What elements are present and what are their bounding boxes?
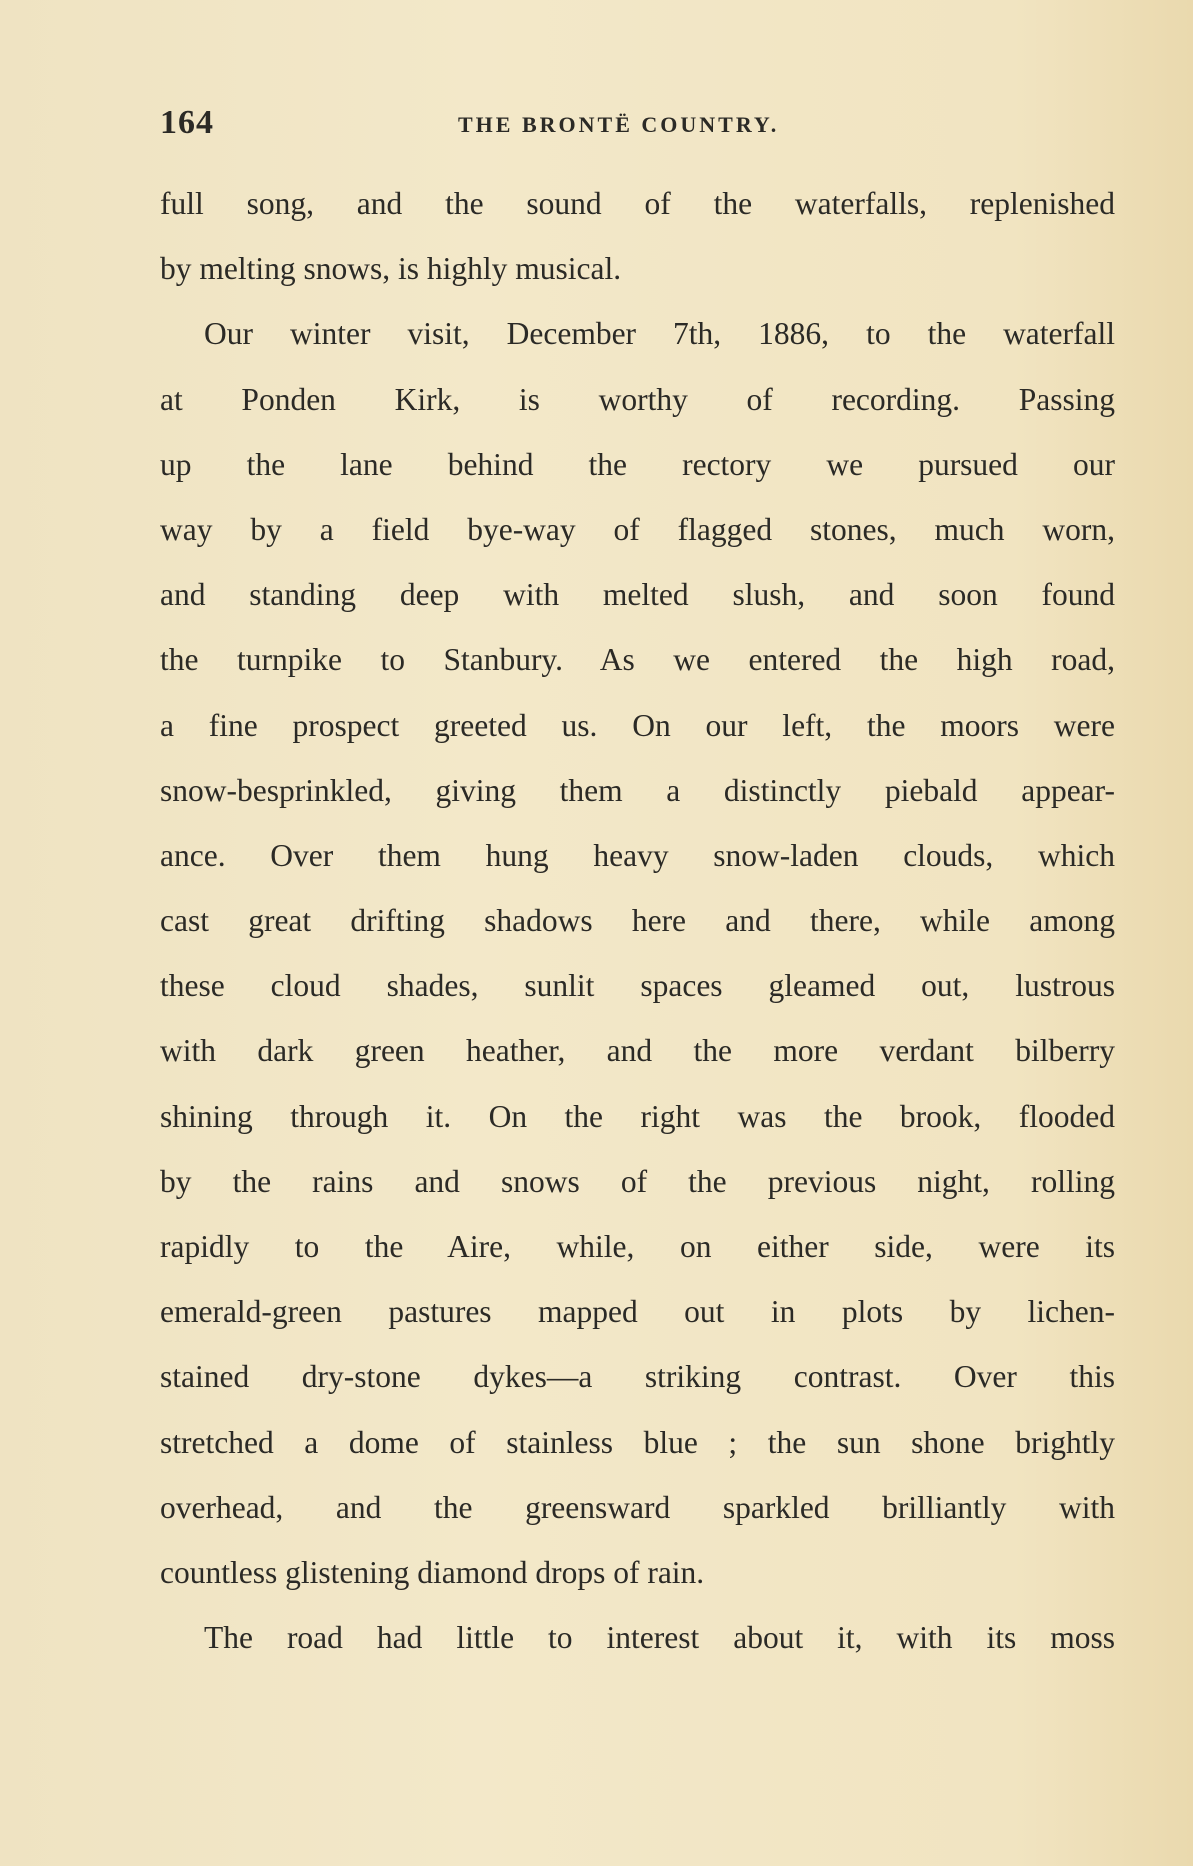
text-line: shining through it. On the right was the brook, flooded [160,1098,1115,1134]
text-line: at Ponden Kirk, is worthy of recording. Passing [160,381,1115,417]
text-line: a fine prospect greeted us. On our left, the moors were [160,707,1115,743]
text-line: overhead, and the greensward sparkled brilliantly with [160,1489,1115,1525]
body-text [160,171,1115,1670]
text-line: with dark green heather, and the more verdant bilberry [160,1033,1115,1069]
text-line: full song, and the sound of the waterfalls, replenished [160,186,1115,221]
text-line: way by a field bye-way of flagged stones, much worn, [160,511,1115,547]
text-line: up the lane behind the rectory we pursued our [160,446,1115,482]
running-head: THE BRONTË COUNTRY. [458,112,780,137]
text-line: by melting snows, is highly musical. [160,251,622,287]
page-number: 164 [160,104,214,141]
text-line: Our winter visit, December 7th, 1886, to the waterfall [204,316,1115,352]
text-line: countless glistening diamond drops of rain. [160,1554,705,1590]
text-line: the turnpike to Stanbury. As we entered the high road, [160,642,1115,678]
text-line: by the rains and snows of the previous night, rolling [160,1163,1115,1199]
text-line: snow-besprinkled, giving them a distinctly piebald appear- [160,772,1115,808]
page-header [160,104,1115,144]
text-line: emerald-green pastures mapped out in plots by lichen- [160,1294,1115,1330]
text-line: cast great drifting shadows here and there, while among [160,903,1115,939]
text-line: rapidly to the Aire, while, on either side, were its [160,1229,1115,1264]
text-line: ance. Over them hung heavy snow-laden clouds, which [160,837,1115,873]
text-line: The road had little to interest about it, with its moss [204,1620,1115,1656]
text-line: and standing deep with melted slush, and soon found [160,577,1115,613]
text-line: stretched a dome of stainless blue ; the sun shone brightly [160,1424,1115,1460]
text-line: these cloud shades, sunlit spaces gleamed out, lustrous [160,968,1115,1004]
text-line: stained dry-stone dykes—a striking contrast. Over this [160,1359,1115,1395]
